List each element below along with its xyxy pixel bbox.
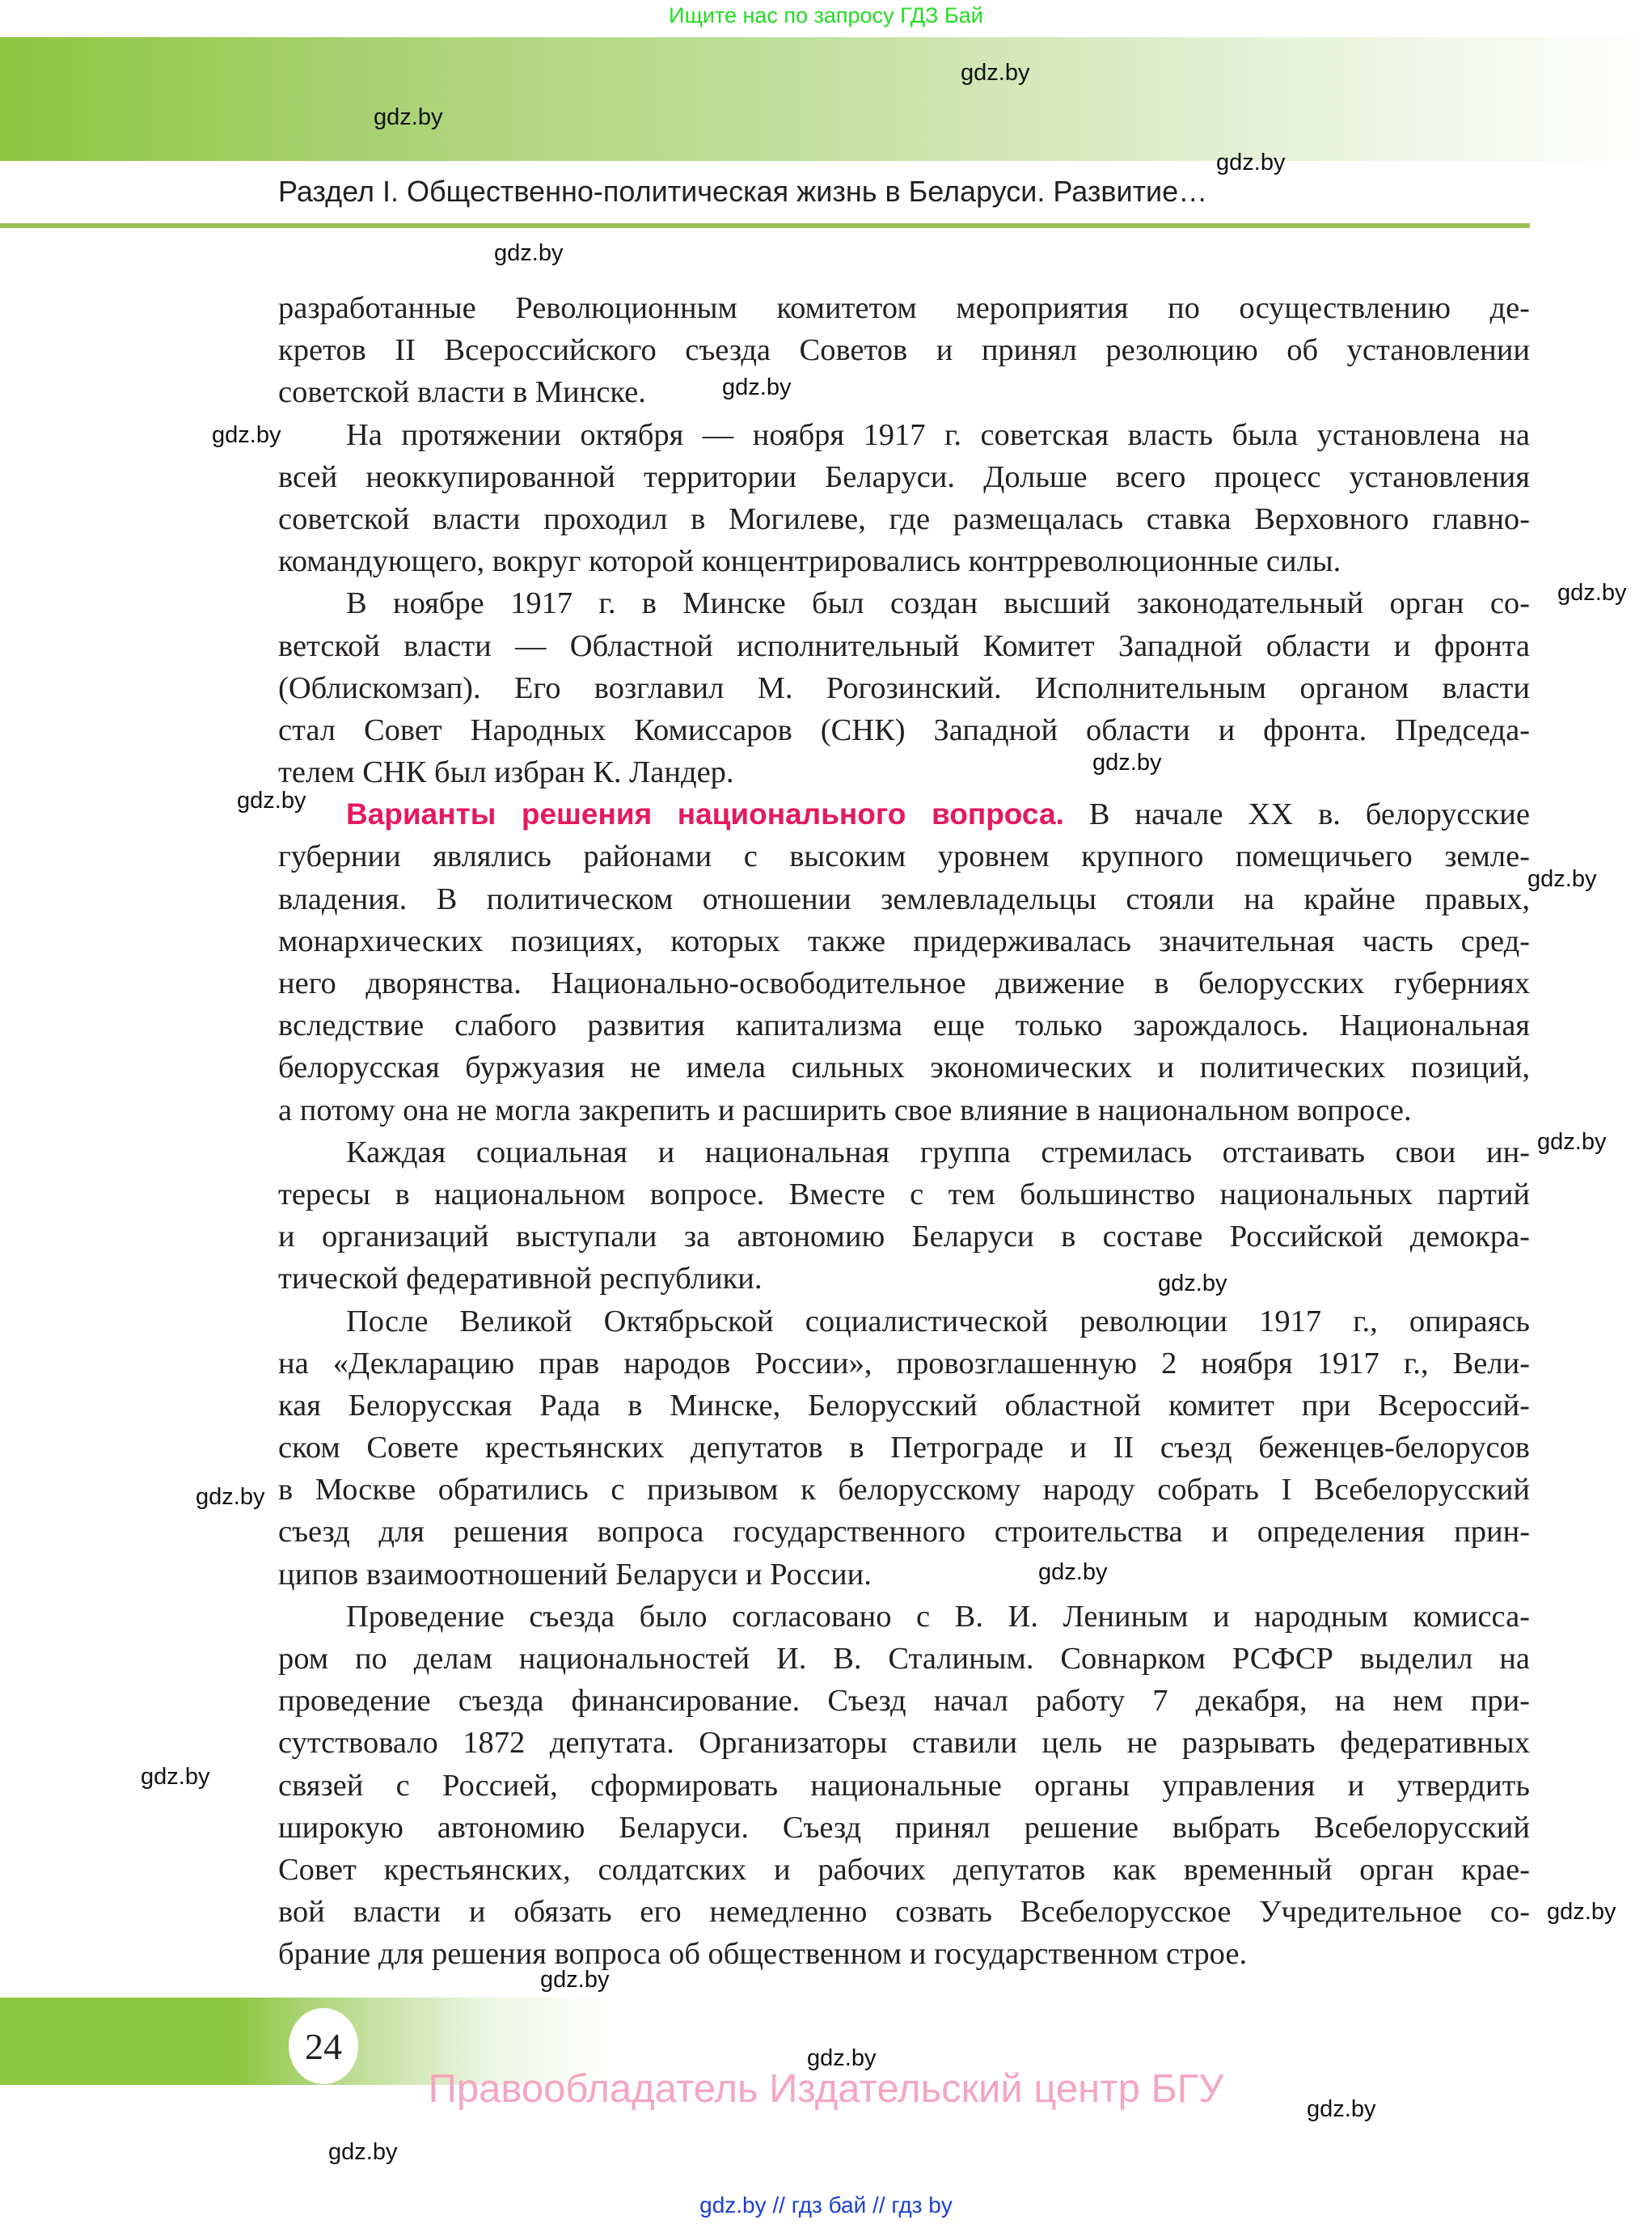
text-line: [278, 1131, 1530, 1173]
text-line: [278, 962, 1530, 1004]
text-line: [278, 1511, 1530, 1553]
line-text: всей неоккупированной территории Беларуси. Дольше всего процесс установления: [278, 459, 1530, 494]
text-line: [278, 456, 1530, 498]
line-text: кретов II Всероссийского съезда Советов и принял резолюцию об установлении: [278, 333, 1530, 368]
paragraph: [278, 414, 1530, 583]
watermark: gdz.by: [328, 2139, 398, 2165]
line-text: владения. В политическом отношении землевладельцы стояли на крайне правых,: [278, 882, 1530, 916]
watermark: gdz.by: [807, 2045, 877, 2071]
line-text: Каждая социальная и национальная группа стремилась отстаивать свои ин-: [346, 1135, 1530, 1169]
line-text: монархических позициях, которых также придерживалась значительная часть сред-: [278, 924, 1530, 958]
paragraph: [278, 287, 1530, 414]
text-line: [278, 582, 1530, 624]
watermark: gdz.by: [961, 60, 1030, 86]
text-line: [278, 287, 1530, 329]
text-line: [278, 1342, 1530, 1385]
line-text: советской власти в Минске.: [278, 375, 646, 410]
paragraph: [278, 1131, 1530, 1300]
line-text: тересы в национальном вопросе. Вместе с тем большинство национальных партий: [278, 1177, 1530, 1211]
text-line: [278, 1004, 1530, 1046]
line-text: Проведение съезда было согласовано с В. И. Лениным и народным комисса-: [346, 1599, 1530, 1634]
watermark: gdz.by: [237, 788, 306, 814]
paragraph: [278, 1300, 1530, 1596]
watermark: gdz.by: [722, 374, 792, 400]
line-text: (Облискомзап). Его возглавил М. Рогозинский. Исполнительным органом власти: [278, 670, 1530, 705]
line-text: брание для решения вопроса об общественном и государственном строе.: [278, 1937, 1248, 1972]
paragraph: [278, 793, 1530, 1131]
watermark: gdz.by: [1557, 580, 1627, 606]
watermark: gdz.by: [1216, 150, 1286, 175]
line-text: связей с Россией, сформировать национальные органы управления и утвердить: [278, 1768, 1530, 1803]
bottom-links[interactable]: gdz.by // гдз бай // гдз by: [699, 2192, 953, 2218]
watermark: gdz.by: [374, 104, 443, 130]
text-line: [278, 1765, 1530, 1807]
running-head: Раздел I. Общественно-политическая жизнь в Беларуси. Развитие…: [278, 175, 1208, 208]
text-line: [278, 751, 1530, 793]
line-text: вследствие слабого развития капитализма еще только зарождалось. Национальная: [278, 1008, 1530, 1043]
watermark: gdz.by: [1547, 1899, 1616, 1925]
line-text: телем СНК был избран К. Ландер.: [278, 755, 734, 790]
text-line: [278, 625, 1530, 667]
watermark: gdz.by: [1158, 1271, 1227, 1296]
body-text: [278, 287, 1530, 1976]
line-text: После Великой Октябрьской социалистической революции 1917 г., опираясь: [346, 1304, 1530, 1338]
text-line: [278, 1807, 1530, 1849]
line-text: разработанные Революционным комитетом мероприятия по осуществлению де-: [278, 291, 1530, 325]
line-text: командующего, вокруг которой концентрировались контрреволюционные силы.: [278, 544, 1341, 579]
text-line: [278, 835, 1530, 877]
line-text: в Москве обратились с призывом к белорусскому народу собрать I Всебелорусский: [278, 1473, 1530, 1507]
line-text: советской власти проходил в Могилеве, где размещалась ставка Верховного главно-: [278, 501, 1530, 536]
text-line: [278, 1216, 1530, 1258]
watermark: gdz.by: [1092, 750, 1162, 776]
line-text: ципов взаимоотношений Беларуси и России.: [278, 1557, 872, 1592]
watermark: gdz.by: [196, 1484, 265, 1510]
text-line: [278, 878, 1530, 920]
line-text: тической федеративной республики.: [278, 1262, 763, 1296]
line-text: и организаций выступали за автономию Беларуси в составе Российской демокра-: [278, 1220, 1530, 1254]
paragraph: [278, 1596, 1530, 1976]
line-text: широкую автономию Беларуси. Съезд принял решение выбрать Всебелорусский: [278, 1810, 1530, 1845]
line-text: на «Декларацию прав народов России», провозглашенную 2 ноября 1917 г., Вели-: [278, 1346, 1530, 1380]
line-text: него дворянства. Национально-освободительное движение в белорусских губерниях: [278, 966, 1530, 1000]
text-line: [278, 1427, 1530, 1469]
line-text: ром по делам национальностей И. В. Сталиным. Совнарком РСФСР выделил на: [278, 1642, 1530, 1676]
watermark: gdz.by: [1307, 2096, 1376, 2122]
text-line: [278, 709, 1530, 751]
text-line: [278, 1469, 1530, 1511]
text-line: [278, 1554, 1530, 1596]
watermark: gdz.by: [1537, 1129, 1607, 1155]
text-line: [278, 1891, 1530, 1933]
text-line: [278, 920, 1530, 962]
watermark: gdz.by: [141, 1764, 210, 1790]
line-text: сутствовало 1872 депутата. Организаторы ставили цель не разрывать федеративных: [278, 1726, 1530, 1761]
watermark: gdz.by: [1527, 866, 1597, 892]
text-line: [278, 1722, 1530, 1764]
text-line: [278, 1849, 1530, 1891]
text-line: [278, 329, 1530, 371]
line-text: ветской власти — Областной исполнительный Комитет Западной области и фронта: [278, 628, 1530, 663]
rights-holder-watermark: Правообладатель Издательский центр БГУ: [428, 2067, 1224, 2111]
text-line: [278, 1173, 1530, 1216]
line-text: стал Совет Народных Комиссаров (СНК) Западной области и фронта. Председа-: [278, 712, 1530, 747]
watermark: gdz.by: [540, 1967, 610, 1993]
page-number: 24: [289, 2008, 358, 2084]
text-line: [278, 1680, 1530, 1722]
text-line: [278, 667, 1530, 709]
text-line: [278, 1596, 1530, 1638]
text-line: [278, 414, 1530, 456]
header-band: [0, 37, 1652, 161]
line-text: проведение съезда финансирование. Съезд начал работу 7 декабря, на нем при-: [278, 1684, 1530, 1719]
line-text: съезд для решения вопроса государственного строительства и определения прин-: [278, 1515, 1530, 1550]
text-line: [278, 1933, 1530, 1975]
line-text: губернии являлись районами с высоким уровнем крупного помещичьего земле-: [278, 839, 1530, 874]
text-line: [278, 793, 1530, 835]
line-text: вой власти и обязать его немедленно созвать Всебелорусское Учредительное со-: [278, 1895, 1530, 1930]
text-line: [278, 371, 1530, 413]
text-line: [278, 498, 1530, 540]
header-rule: [0, 223, 1530, 228]
line-text: В начале XX в. белорусские: [1088, 797, 1531, 832]
watermark: gdz.by: [212, 422, 281, 448]
watermark: gdz.by: [494, 240, 564, 266]
line-text: ском Совете крестьянских депутатов в Петрограде и II съезд беженцев-белорусов: [278, 1431, 1530, 1465]
line-text: белорусская буржуазия не имела сильных экономических и политических позиций,: [278, 1051, 1530, 1085]
text-line: [278, 1300, 1530, 1342]
line-text: В ноябре 1917 г. в Минске был создан высший законодательный орган со-: [346, 586, 1530, 621]
line-text: На протяжении октября — ноября 1917 г. советская власть была установлена на: [346, 417, 1530, 452]
section-heading: Варианты решения национального вопроса.: [346, 797, 1064, 831]
line-text: Совет крестьянских, солдатских и рабочих депутатов как временный орган крае-: [278, 1852, 1530, 1887]
paragraph: [278, 582, 1530, 793]
watermark: gdz.by: [1038, 1559, 1108, 1585]
text-line: [278, 1258, 1530, 1300]
text-line: [278, 1638, 1530, 1680]
text-line: [278, 1046, 1530, 1089]
text-line: [278, 540, 1530, 582]
line-text: а потому она не могла закрепить и расширить свое влияние в национальном вопросе.: [278, 1093, 1412, 1127]
line-text: кая Белорусская Рада в Минске, Белорусский областной комитет при Всероссий-: [278, 1388, 1530, 1423]
search-hint-link[interactable]: Ищите нас по запросу ГДЗ Бай: [669, 3, 983, 27]
text-line: [278, 1089, 1530, 1131]
text-line: [278, 1385, 1530, 1427]
